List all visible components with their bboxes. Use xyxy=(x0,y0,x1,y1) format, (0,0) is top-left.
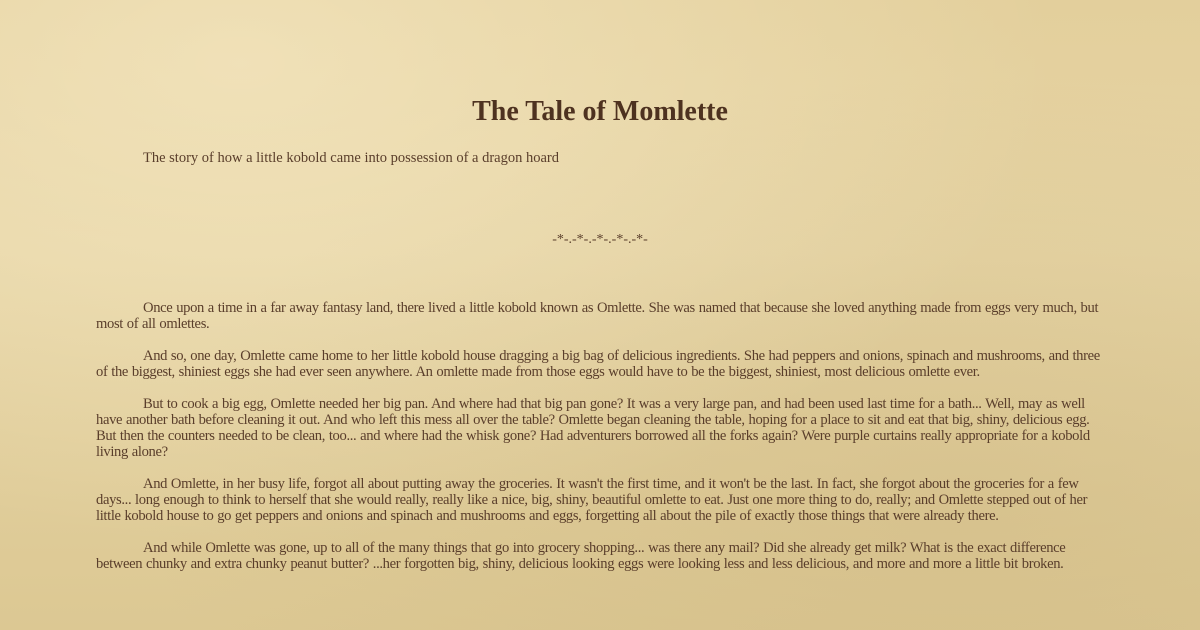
story-paragraph: And Omlette, in her busy life, forgot all about putting away the groceries. It wasn't the first time, and it won't be the last. In fact, she forgot about the groceries for a few days... long enough to think to herself that she would really, really like a nice, big, shiny, beautiful omlette to eat. Just one more thing to do, really; and Omlette stepped out of her little kobold house to go get peppers and onions and spinach and mushrooms and eggs, forgetting all about the pile of exactly those things that were already there. xyxy=(96,476,1088,524)
story-paragraph: But to cook a big egg, Omlette needed her big pan. And where had that big pan gone? It was a very large pan, and had been used last time for a bath... Well, may as well have another bath before cleaning it out. And who left this mess all over the table? Omlette began cleaning the table, hoping for a place to sit and eat that big, shiny, delicious egg. But then the counters needed to be clean, too... and where had the whisk gone? Had adventurers borrowed all the forks again? Were purple curtains really appropriate for a kobold living alone? xyxy=(96,396,1090,460)
story-paragraph: Once upon a time in a far away fantasy land, there lived a little kobold known as Omlette. She was named that because she loved anything made from eggs very much, but most of all omlettes. xyxy=(96,300,1099,332)
story-title: The Tale of Momlette xyxy=(472,96,728,127)
story-paragraph: And while Omlette was gone, up to all of the many things that go into grocery shopping... was there any mail? Did she already get milk? What is the exact difference between chunky and extra chunky peanut butter? ...her forgotten big, shiny, delicious looking eggs were looking less and less delicious, and more and more a little bit broken. xyxy=(96,540,1066,572)
story-summary: The story of how a little kobold came into possession of a dragon hoard xyxy=(143,150,559,166)
story-paragraph: And so, one day, Omlette came home to her little kobold house dragging a big bag of delicious ingredients. She had peppers and onions, spinach and mushrooms, and three of the biggest, shiniest eggs she had ever seen anywhere. An omlette made from those eggs would have to be the biggest, shiniest, most delicious omlette ever. xyxy=(96,348,1100,380)
section-separator: -*-.-*-.-*-.-*-.-*- xyxy=(552,232,648,247)
story-body xyxy=(96,300,1108,588)
